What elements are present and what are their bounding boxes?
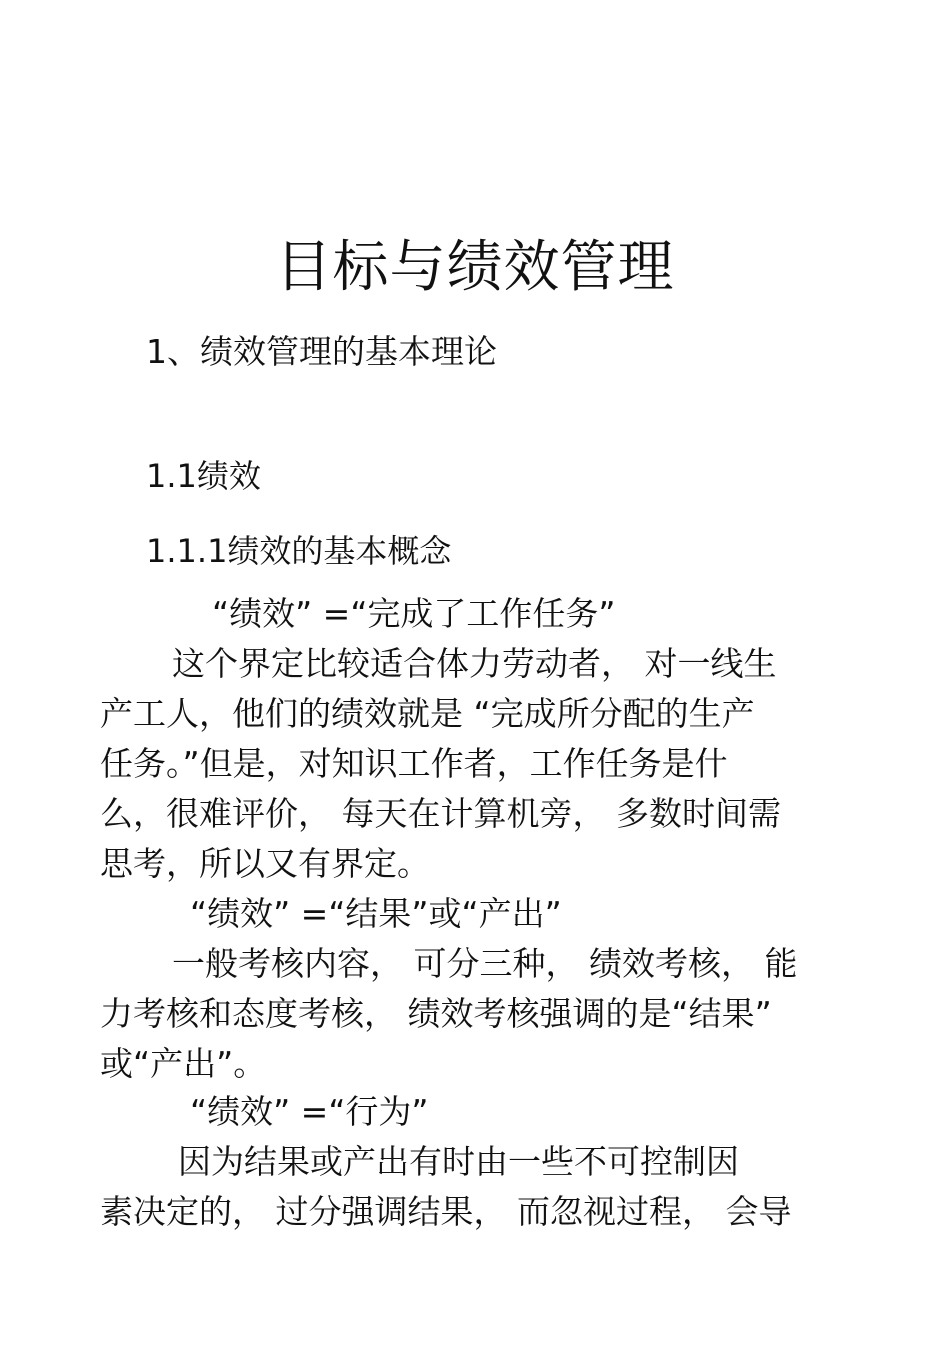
paragraph-3-line-2: 素决定的， 过分强调结果， 而忽视过程， 会导 bbox=[100, 1192, 792, 1231]
paragraph-2-line-1: 一般考核内容， 可分三种， 绩效考核， 能 bbox=[172, 944, 798, 983]
paragraph-1-line-4: 么，很难评价， 每天在计算机旁， 多数时间需 bbox=[100, 794, 781, 833]
paragraph-1-line-1: 这个界定比较适合体力劳动者， 对一线生 bbox=[172, 644, 777, 683]
section-heading-1: 1、绩效管理的基本理论 bbox=[146, 332, 497, 371]
paragraph-2-line-3: 或“产出”。 bbox=[100, 1044, 267, 1083]
paragraph-1-line-2: 产工人，他们的绩效就是 “完成所分配的生产 bbox=[100, 694, 755, 733]
section-heading-1-1-1: 1.1.1绩效的基本概念 bbox=[146, 532, 452, 570]
definition-line-2: “绩效” =“结果”或“产出” bbox=[190, 894, 562, 933]
definition-line-1: “绩效” =“完成了工作任务” bbox=[212, 594, 616, 633]
section-heading-1-1: 1.1绩效 bbox=[146, 457, 261, 495]
paragraph-1-line-3: 任务。”但是，对知识工作者，工作任务是什 bbox=[100, 744, 728, 783]
paragraph-3-line-1: 因为结果或产出有时由一些不可控制因 bbox=[178, 1142, 739, 1181]
paragraph-2-line-2: 力考核和态度考核， 绩效考核强调的是“结果” bbox=[100, 994, 772, 1033]
paragraph-1-line-5: 思考，所以又有界定。 bbox=[100, 844, 430, 883]
definition-line-3: “绩效” =“行为” bbox=[190, 1092, 429, 1131]
document-title: 目标与绩效管理 bbox=[275, 235, 675, 300]
